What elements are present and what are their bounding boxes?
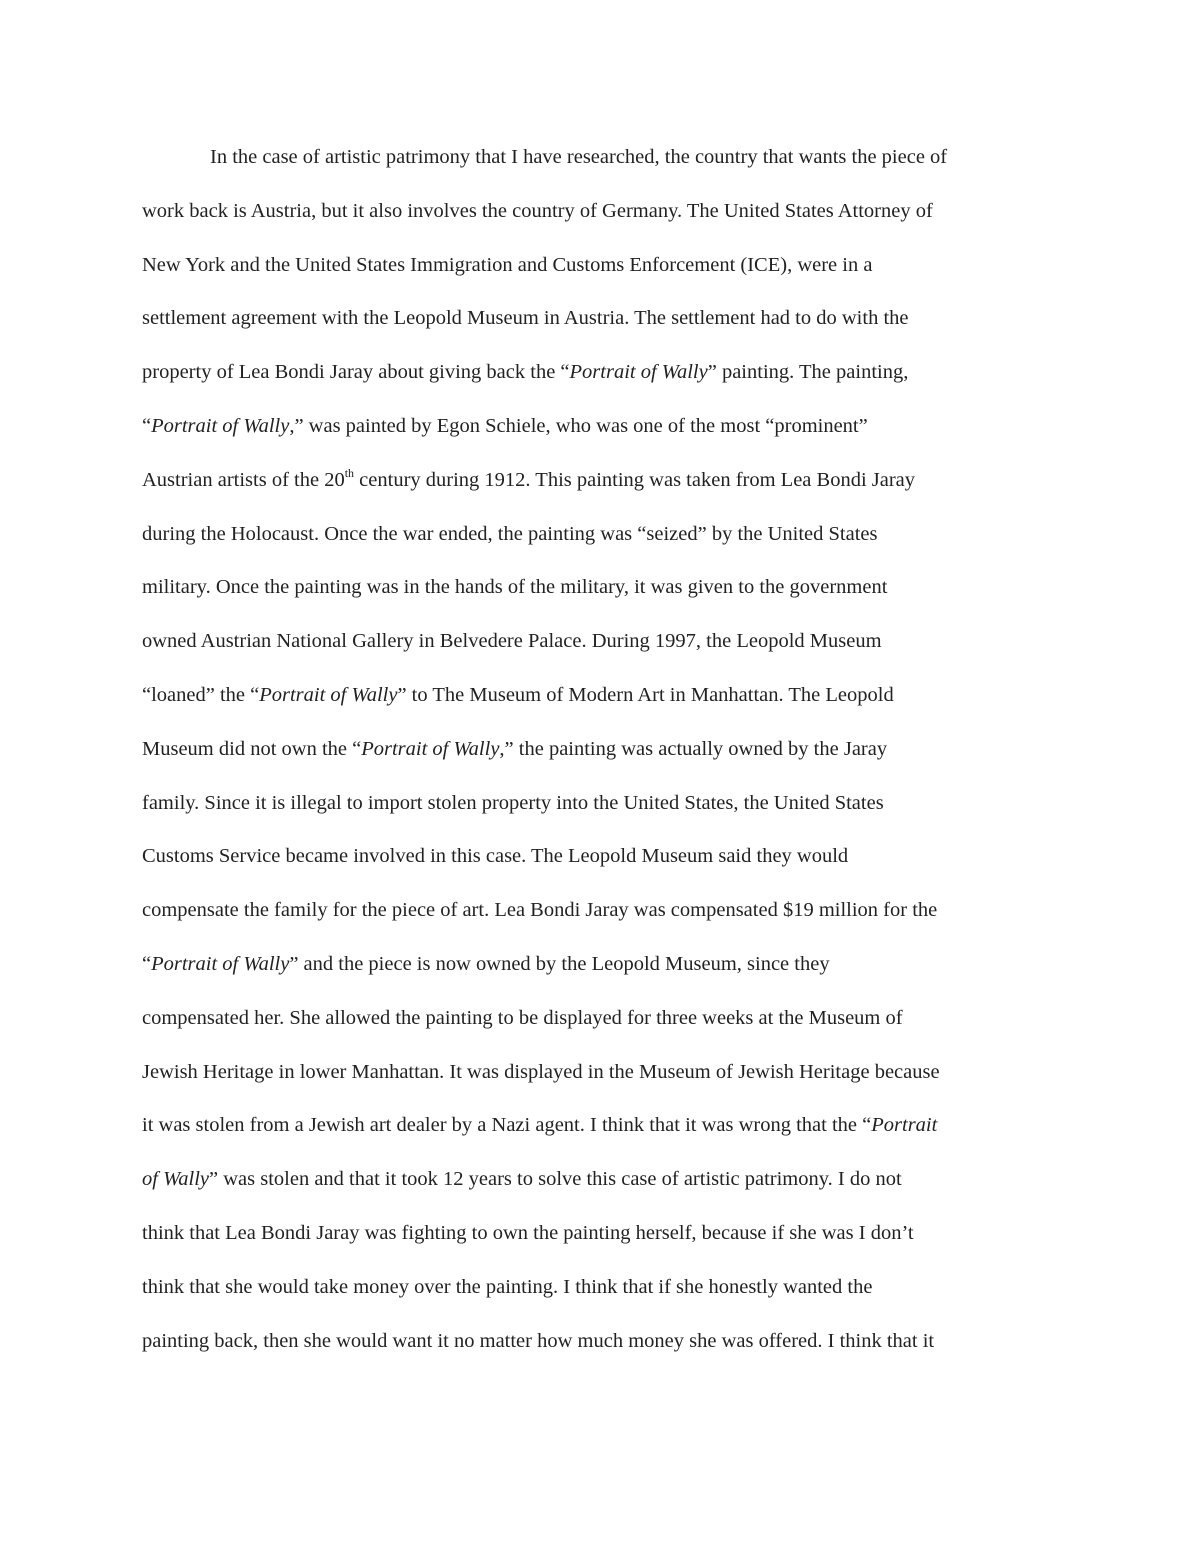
text-line xyxy=(142,615,1062,669)
text-run: settlement agreement with the Leopold Museum in Austria. The settlement had to do with the xyxy=(142,307,909,330)
text-run: owned Austrian National Gallery in Belvedere Palace. During 1997, the Leopold Museum xyxy=(142,630,882,653)
text-line xyxy=(142,239,1062,293)
text-line xyxy=(142,454,1062,508)
text-run: think that Lea Bondi Jaray was fighting to own the painting herself, because if she was I don’t xyxy=(142,1221,914,1244)
text-run: Jewish Heritage in lower Manhattan. It was displayed in the Museum of Jewish Heritage because xyxy=(142,1060,940,1083)
text-line xyxy=(142,292,1062,346)
text-run: “loaned” the “ xyxy=(142,683,260,706)
text-line xyxy=(142,1153,1062,1207)
text-run: compensate the family for the piece of art. Lea Bondi Jaray was compensated $19 million for the xyxy=(142,899,938,922)
text-run: think that she would take money over the painting. I think that if she honestly wanted the xyxy=(142,1275,873,1298)
text-run: “ xyxy=(142,952,152,975)
text-line xyxy=(142,992,1062,1046)
text-run: painting back, then she would want it no matter how much money she was offered. I think that it xyxy=(142,1329,935,1352)
text-line xyxy=(142,830,1062,884)
text-run: ” painting. The painting, xyxy=(707,361,909,384)
text-run: Austrian artists of the 20 xyxy=(142,468,345,491)
text-run: it was stolen from a Jewish art dealer by a Nazi agent. I think that it was wrong that the “ xyxy=(142,1114,872,1137)
text-line xyxy=(142,1315,1062,1369)
ordinal-superscript: th xyxy=(344,465,355,480)
text-line xyxy=(142,346,1062,400)
essay-paragraph xyxy=(142,131,1062,1368)
text-line xyxy=(142,185,1062,239)
text-run: work back is Austria, but it also involves the country of Germany. The United States Attorney of xyxy=(142,199,933,222)
italic-title: of Wally xyxy=(142,1168,210,1191)
text-run: property of Lea Bondi Jaray about giving back the “ xyxy=(142,361,570,384)
text-run: family. Since it is illegal to import stolen property into the United States, the United States xyxy=(142,791,884,814)
text-line xyxy=(142,561,1062,615)
text-line xyxy=(142,777,1062,831)
italic-title: Portrait of Wally xyxy=(259,683,398,706)
text-line xyxy=(142,723,1062,777)
italic-title: Portrait of Wally xyxy=(151,952,290,975)
text-line xyxy=(142,1046,1062,1100)
text-line xyxy=(142,669,1062,723)
text-line xyxy=(142,938,1062,992)
text-run: compensated her. She allowed the painting to be displayed for three weeks at the Museum of xyxy=(142,1006,903,1029)
text-run: ,” the painting was actually owned by the Jaray xyxy=(499,737,888,760)
text-run: In the case of artistic patrimony that I have researched, the country that wants the piece of xyxy=(210,146,948,168)
text-run: Customs Service became involved in this case. The Leopold Museum said they would xyxy=(142,845,849,868)
text-line xyxy=(142,400,1062,454)
italic-title: Portrait xyxy=(871,1114,938,1137)
text-run: during the Holocaust. Once the war ended, the painting was “seized” by the United States xyxy=(142,522,878,545)
italic-title: Portrait of Wally xyxy=(151,414,290,437)
text-run: military. Once the painting was in the hands of the military, it was given to the government xyxy=(142,576,888,599)
text-line xyxy=(142,1207,1062,1261)
text-line xyxy=(142,1099,1062,1153)
text-line xyxy=(142,884,1062,938)
text-run: ” was stolen and that it took 12 years to solve this case of artistic patrimony. I do not xyxy=(209,1168,902,1191)
text-run: century during 1912. This painting was taken from Lea Bondi Jaray xyxy=(354,468,916,491)
text-line xyxy=(142,508,1062,562)
italic-title: Portrait of Wally xyxy=(569,361,708,384)
text-run: ” and the piece is now owned by the Leopold Museum, since they xyxy=(289,952,830,975)
text-run: New York and the United States Immigration and Customs Enforcement (ICE), were in a xyxy=(142,253,873,276)
text-run: ,” was painted by Egon Schiele, who was one of the most “prominent” xyxy=(289,414,868,437)
text-run: “ xyxy=(142,414,152,437)
text-line xyxy=(142,131,1062,185)
text-line xyxy=(142,1261,1062,1315)
text-run: ” to The Museum of Modern Art in Manhattan. The Leopold xyxy=(397,683,894,706)
italic-title: Portrait of Wally xyxy=(361,737,500,760)
text-run: Museum did not own the “ xyxy=(142,737,362,760)
